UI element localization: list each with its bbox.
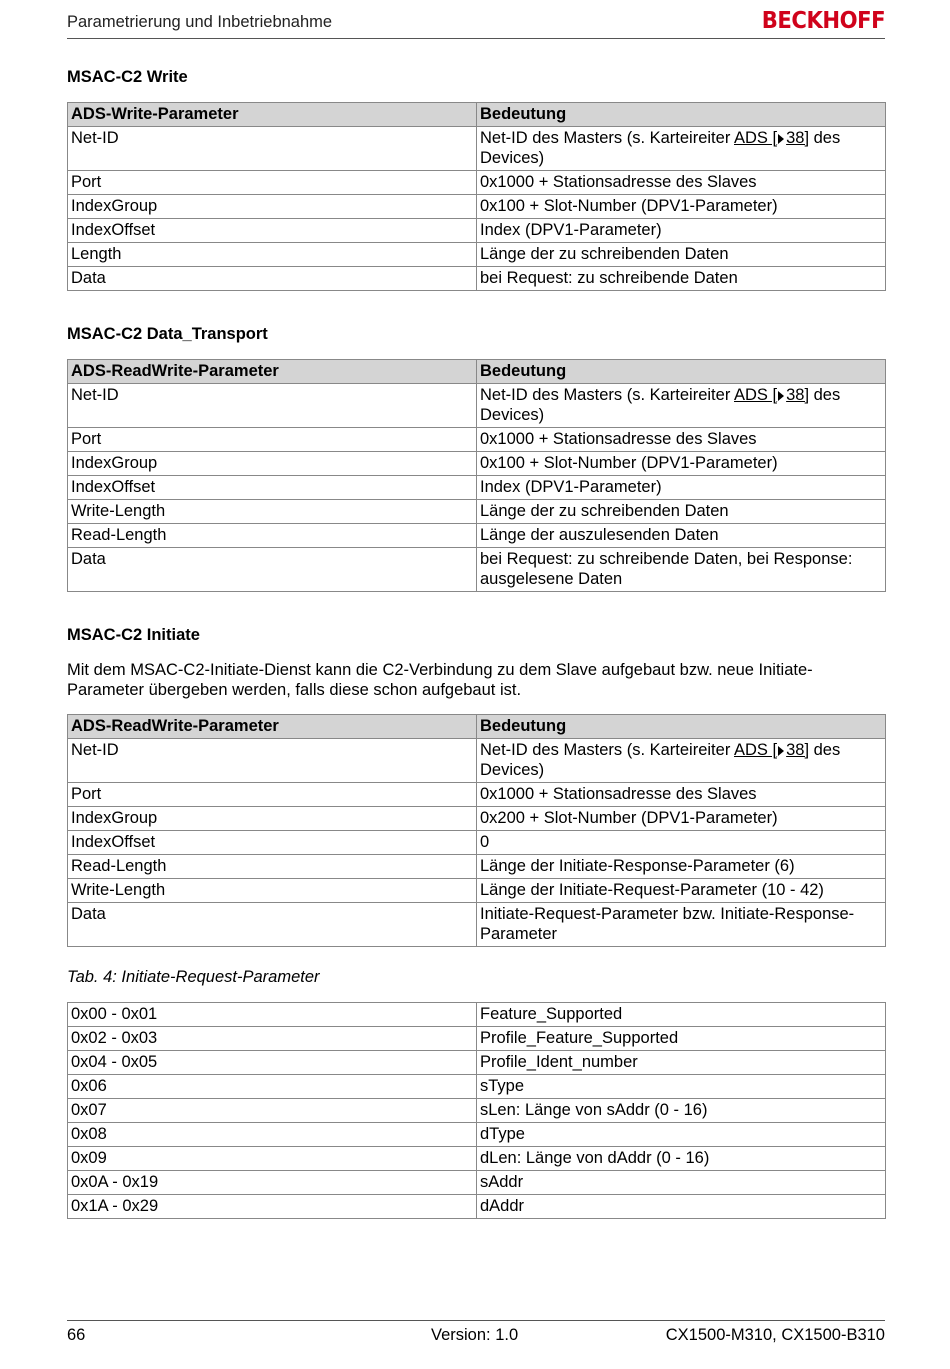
- meaning-cell: Länge der Initiate-Request-Parameter (10 - 42): [477, 879, 886, 903]
- arrow-right-icon: [778, 391, 784, 401]
- table-row: [68, 171, 886, 195]
- link-page: 38]: [786, 741, 810, 759]
- section-title-transport: MSAC-C2 Data_Transport: [67, 325, 268, 343]
- meaning-cell: Länge der auszulesenden Daten: [477, 524, 886, 548]
- meaning-cell: Länge der zu schreibenden Daten: [477, 500, 886, 524]
- table-header-param: ADS-ReadWrite-Parameter: [68, 715, 477, 739]
- ads-reference-link[interactable]: [734, 741, 809, 759]
- meaning-text-tail: des Devices): [480, 129, 841, 167]
- param-cell: Net-ID: [68, 739, 477, 783]
- meaning-cell: dType: [477, 1123, 886, 1147]
- param-cell: 0x0A - 0x19: [68, 1171, 477, 1195]
- param-cell: Port: [68, 428, 477, 452]
- table-row: [68, 1099, 886, 1123]
- table-row: [68, 831, 886, 855]
- meaning-text: Net-ID des Masters (s. Karteireiter: [480, 129, 734, 147]
- link-page: 38]: [786, 129, 810, 147]
- param-cell: 0x1A - 0x29: [68, 1195, 477, 1219]
- arrow-right-icon: [778, 134, 784, 144]
- param-cell: IndexOffset: [68, 831, 477, 855]
- table-row: [68, 739, 886, 783]
- meaning-cell: sLen: Länge von sAddr (0 - 16): [477, 1099, 886, 1123]
- param-cell: 0x09: [68, 1147, 477, 1171]
- section-title-initiate: MSAC-C2 Initiate: [67, 626, 200, 644]
- meaning-cell: dLen: Länge von dAddr (0 - 16): [477, 1147, 886, 1171]
- table-row: [68, 783, 886, 807]
- table-row: [68, 855, 886, 879]
- meaning-text-tail: des Devices): [480, 741, 841, 779]
- write-parameter-table: [67, 102, 886, 291]
- meaning-cell: 0x200 + Slot-Number (DPV1-Parameter): [477, 807, 886, 831]
- table-header-meaning: Bedeutung: [477, 715, 886, 739]
- meaning-cell: sAddr: [477, 1171, 886, 1195]
- table-row: [68, 195, 886, 219]
- param-cell: IndexGroup: [68, 452, 477, 476]
- meaning-cell: 0x1000 + Stationsadresse des Slaves: [477, 783, 886, 807]
- table-row: [68, 219, 886, 243]
- param-cell: Read-Length: [68, 855, 477, 879]
- meaning-cell: Länge der zu schreibenden Daten: [477, 243, 886, 267]
- meaning-cell: 0x100 + Slot-Number (DPV1-Parameter): [477, 195, 886, 219]
- table-row: [68, 243, 886, 267]
- product-label: CX1500-M310, CX1500-B310: [665, 1326, 885, 1344]
- table-row: [68, 500, 886, 524]
- param-cell: 0x06: [68, 1075, 477, 1099]
- param-cell: Net-ID: [68, 384, 477, 428]
- param-cell: Port: [68, 171, 477, 195]
- link-page: 38]: [786, 386, 810, 404]
- ads-reference-link[interactable]: [734, 129, 809, 147]
- meaning-cell: Initiate-Request-Parameter bzw. Initiate-Response-Parameter: [477, 903, 886, 947]
- param-cell: Data: [68, 267, 477, 291]
- table-caption: Tab. 4: Initiate-Request-Parameter: [67, 968, 320, 986]
- link-label: ADS [: [734, 386, 778, 404]
- param-cell: Length: [68, 243, 477, 267]
- link-label: ADS [: [734, 741, 778, 759]
- section-title-write: MSAC-C2 Write: [67, 68, 188, 86]
- table-header-meaning: Bedeutung: [477, 360, 886, 384]
- header-title: Parametrierung und Inbetriebnahme: [67, 13, 333, 31]
- meaning-text-tail: des Devices): [480, 386, 841, 424]
- meaning-cell: Profile_Ident_number: [477, 1051, 886, 1075]
- param-cell: Write-Length: [68, 500, 477, 524]
- table-header-meaning: Bedeutung: [477, 103, 886, 127]
- meaning-cell: Index (DPV1-Parameter): [477, 476, 886, 500]
- param-cell: Write-Length: [68, 879, 477, 903]
- table-row: [68, 807, 886, 831]
- ads-reference-link[interactable]: [734, 386, 809, 404]
- table-row: [68, 1027, 886, 1051]
- table-row: [68, 1171, 886, 1195]
- meaning-cell: 0: [477, 831, 886, 855]
- table-header-param: ADS-ReadWrite-Parameter: [68, 360, 477, 384]
- meaning-cell: 0x1000 + Stationsadresse des Slaves: [477, 428, 886, 452]
- beckhoff-logo: BECKHOFF: [761, 8, 885, 34]
- table-row: [68, 524, 886, 548]
- meaning-cell: 0x1000 + Stationsadresse des Slaves: [477, 171, 886, 195]
- table-row: [68, 1003, 886, 1027]
- meaning-cell: [477, 384, 886, 428]
- meaning-cell: Profile_Feature_Supported: [477, 1027, 886, 1051]
- param-cell: IndexGroup: [68, 807, 477, 831]
- page-header: [67, 8, 885, 39]
- param-cell: 0x02 - 0x03: [68, 1027, 477, 1051]
- table-row: [68, 1075, 886, 1099]
- table-row: [68, 1195, 886, 1219]
- meaning-cell: Feature_Supported: [477, 1003, 886, 1027]
- transport-parameter-table: [67, 359, 886, 592]
- param-cell: 0x00 - 0x01: [68, 1003, 477, 1027]
- initiate-parameter-table: [67, 714, 886, 947]
- param-cell: 0x08: [68, 1123, 477, 1147]
- meaning-cell: Länge der Initiate-Response-Parameter (6): [477, 855, 886, 879]
- table-row: [68, 548, 886, 592]
- initiate-request-table: [67, 1002, 886, 1219]
- param-cell: IndexOffset: [68, 476, 477, 500]
- param-cell: Data: [68, 903, 477, 947]
- param-cell: Net-ID: [68, 127, 477, 171]
- arrow-right-icon: [778, 746, 784, 756]
- table-row: [68, 1123, 886, 1147]
- page-number: 66: [67, 1326, 86, 1344]
- initiate-intro: Mit dem MSAC-C2-Initiate-Dienst kann die C2-Verbindung zu dem Slave aufgebaut bzw. neue Initiate-Parameter übergeben werden, falls diese schon aufgebaut ist.: [67, 661, 813, 699]
- page-footer: [67, 1320, 885, 1351]
- meaning-cell: [477, 127, 886, 171]
- meaning-cell: Index (DPV1-Parameter): [477, 219, 886, 243]
- param-cell: Port: [68, 783, 477, 807]
- table-header-param: ADS-Write-Parameter: [68, 103, 477, 127]
- param-cell: 0x07: [68, 1099, 477, 1123]
- meaning-cell: dAddr: [477, 1195, 886, 1219]
- meaning-cell: bei Request: zu schreibende Daten: [477, 267, 886, 291]
- table-row: [68, 127, 886, 171]
- table-row: [68, 384, 886, 428]
- table-row: [68, 452, 886, 476]
- table-row: [68, 1051, 886, 1075]
- table-row: [68, 879, 886, 903]
- link-label: ADS [: [734, 129, 778, 147]
- table-row: [68, 428, 886, 452]
- meaning-cell: [477, 739, 886, 783]
- table-row: [68, 267, 886, 291]
- meaning-text: Net-ID des Masters (s. Karteireiter: [480, 386, 734, 404]
- param-cell: Read-Length: [68, 524, 477, 548]
- table-row: [68, 1147, 886, 1171]
- table-row: [68, 476, 886, 500]
- meaning-cell: 0x100 + Slot-Number (DPV1-Parameter): [477, 452, 886, 476]
- meaning-cell: sType: [477, 1075, 886, 1099]
- table-row: [68, 903, 886, 947]
- meaning-cell: bei Request: zu schreibende Daten, bei Response: ausgelesene Daten: [477, 548, 886, 592]
- param-cell: 0x04 - 0x05: [68, 1051, 477, 1075]
- param-cell: IndexOffset: [68, 219, 477, 243]
- meaning-text: Net-ID des Masters (s. Karteireiter: [480, 741, 734, 759]
- param-cell: IndexGroup: [68, 195, 477, 219]
- param-cell: Data: [68, 548, 477, 592]
- version-label: Version: 1.0: [431, 1326, 519, 1344]
